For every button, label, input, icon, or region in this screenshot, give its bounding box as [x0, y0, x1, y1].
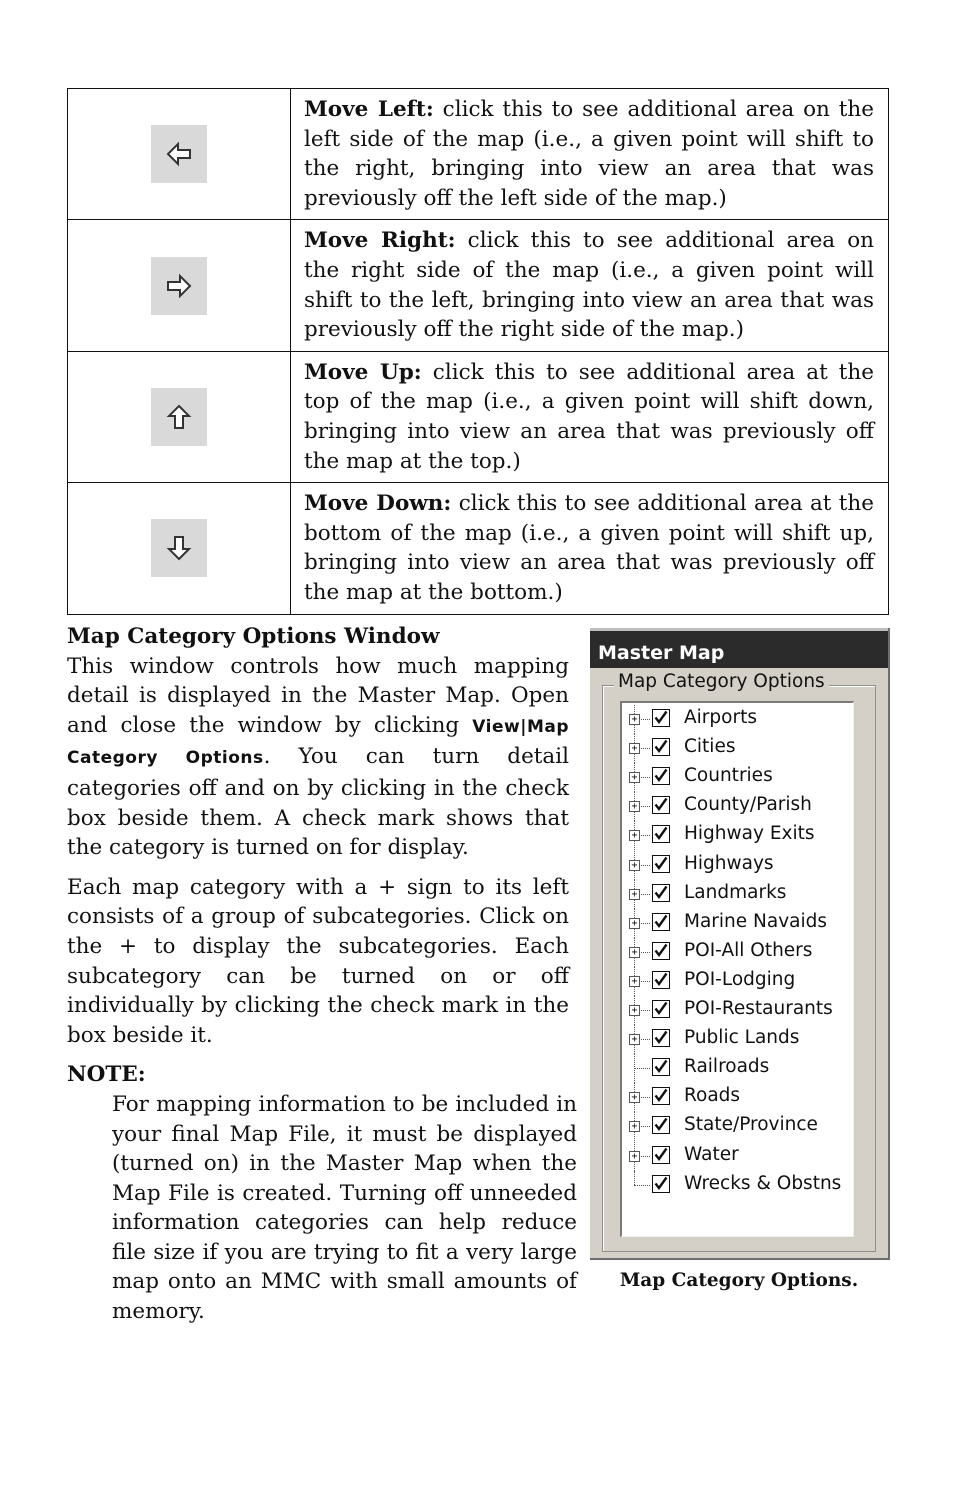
- tree-item[interactable]: [622, 821, 854, 850]
- category-label: POI-Lodging: [684, 968, 796, 990]
- checkmark-icon: [654, 1147, 668, 1162]
- category-checkbox[interactable]: [652, 1146, 670, 1164]
- term: Move Left:: [304, 97, 434, 122]
- tree-connector: [634, 1185, 650, 1186]
- category-label: State/Province: [684, 1114, 818, 1136]
- navigation-buttons-table: [67, 88, 889, 615]
- checkmark-icon: [654, 943, 668, 958]
- category-label: Cities: [684, 736, 736, 758]
- tree-item[interactable]: [622, 1112, 854, 1141]
- groupbox-label: Map Category Options: [614, 671, 829, 692]
- category-checkbox[interactable]: [652, 1175, 670, 1193]
- checkmark-icon: [654, 1001, 668, 1016]
- paragraph-text: This window controls how much mapping detail is displayed in the Master Map. Open and close the window by clicking: [67, 653, 569, 738]
- term: Move Down:: [304, 491, 452, 517]
- category-checkbox[interactable]: [652, 825, 670, 843]
- category-tree[interactable]: [620, 701, 854, 1237]
- description: click this to see additional area at the top of the map (i.e., a given point will shift down, bringing into view an area that was previously off the map at the top.): [304, 359, 874, 474]
- description-cell: [291, 351, 889, 482]
- arrow-left-icon[interactable]: [151, 125, 207, 183]
- checkmark-icon: [654, 797, 668, 812]
- menu-view: View: [472, 716, 521, 737]
- checkmark-icon: [654, 826, 668, 841]
- category-label: Landmarks: [684, 881, 787, 903]
- category-label: Roads: [684, 1085, 741, 1107]
- category-label: Airports: [684, 707, 757, 728]
- expand-plus-icon[interactable]: +: [629, 889, 640, 900]
- category-checkbox[interactable]: [652, 884, 670, 902]
- tree-item[interactable]: [622, 880, 854, 909]
- description: click this to see additional area on the right side of the map (i.e., a given point will shift to the left, bringing into view an area that was previously off the right side of the map.): [304, 228, 874, 343]
- expand-plus-icon[interactable]: +: [629, 830, 640, 841]
- category-label: Countries: [684, 765, 773, 787]
- table-row: [68, 483, 889, 614]
- window-title: Master Map: [590, 628, 888, 668]
- tree-item[interactable]: [622, 1054, 854, 1083]
- checkmark-icon: [654, 856, 668, 871]
- figure-caption: Map Category Options.: [619, 1270, 859, 1291]
- category-checkbox[interactable]: [652, 1000, 670, 1018]
- expand-plus-icon[interactable]: +: [629, 1151, 640, 1162]
- category-checkbox[interactable]: [652, 971, 670, 989]
- checkmark-icon: [654, 1088, 668, 1103]
- checkmark-icon: [654, 1059, 668, 1074]
- category-checkbox[interactable]: [652, 1058, 670, 1076]
- category-checkbox[interactable]: [652, 796, 670, 814]
- arrow-up-icon[interactable]: [151, 388, 207, 446]
- master-map-window: [590, 628, 890, 1260]
- description-cell: [291, 220, 889, 351]
- expand-plus-icon[interactable]: +: [629, 947, 640, 958]
- tree-item[interactable]: [622, 792, 854, 821]
- tree-item[interactable]: [622, 1171, 854, 1200]
- description: click this to see additional area at the bottom of the map (i.e., a given point will shift up, bringing into view an area that was previously off the map at the bottom.): [304, 491, 874, 605]
- category-label: POI-Restaurants: [684, 998, 833, 1019]
- checkmark-icon: [654, 1117, 668, 1132]
- expand-plus-icon[interactable]: +: [629, 743, 640, 754]
- tree-item[interactable]: [622, 734, 854, 763]
- category-label: Highways: [684, 852, 774, 874]
- icon-cell: [68, 483, 291, 614]
- checkmark-icon: [654, 768, 668, 783]
- description: click this to see additional area on the left side of the map (i.e., a given point will shift to the right, bringing into view an area that was previously off the left side of the map.): [304, 97, 874, 211]
- category-checkbox[interactable]: [652, 1116, 670, 1134]
- paragraph: [67, 652, 569, 863]
- icon-cell: [68, 89, 291, 220]
- tree-item[interactable]: [622, 996, 854, 1025]
- tree-item[interactable]: [622, 705, 854, 734]
- table-row: [68, 220, 889, 351]
- icon-cell: [68, 220, 291, 351]
- tree-item[interactable]: [622, 851, 854, 880]
- category-label: Marine Navaids: [684, 910, 828, 932]
- category-checkbox[interactable]: [652, 855, 670, 873]
- note-text: For mapping information to be included in your final Map File, it must be displayed (turned on) in the Master Map when the Map File is created. Turning off unneeded information categories can help reduce file size if you are trying to fit a very large map onto an MMC with small amounts of memory.: [112, 1091, 577, 1325]
- category-checkbox[interactable]: [652, 1029, 670, 1047]
- tree-item[interactable]: [622, 1142, 854, 1171]
- icon-cell: [68, 351, 291, 482]
- checkmark-icon: [654, 885, 668, 900]
- expand-plus-icon[interactable]: +: [629, 1005, 640, 1016]
- category-checkbox[interactable]: [652, 709, 670, 727]
- menu-separator: |: [520, 716, 527, 737]
- tree-item[interactable]: [622, 1083, 854, 1112]
- paragraph: Each map category with a + sign to its left consists of a group of subcategories. Click on the + to display the subcategories. Each subcategory can be turned on or off individually by clicking the check mark in the box beside it.: [67, 874, 569, 1048]
- tree-item[interactable]: [622, 763, 854, 792]
- arrow-down-icon[interactable]: [151, 519, 207, 577]
- term: Move Right:: [304, 228, 456, 254]
- expand-plus-icon[interactable]: +: [629, 918, 640, 929]
- category-label: Highway Exits: [684, 823, 815, 845]
- description-cell: [291, 483, 889, 614]
- checkmark-icon: [654, 914, 668, 929]
- section-body: [67, 622, 577, 1327]
- category-checkbox[interactable]: [652, 738, 670, 756]
- description-cell: [291, 89, 889, 220]
- paragraph-text: . You can turn detail categories off and on by clicking in the check box beside them. A check mark shows that the category is turned on for display.: [67, 744, 569, 861]
- expand-plus-icon[interactable]: +: [629, 772, 640, 783]
- category-label: Water: [684, 1143, 739, 1165]
- checkmark-icon: [654, 710, 668, 725]
- expand-plus-icon[interactable]: +: [629, 714, 640, 725]
- category-checkbox[interactable]: [652, 1087, 670, 1105]
- category-checkbox[interactable]: [652, 913, 670, 931]
- table-row: [68, 89, 889, 220]
- tree-item[interactable]: [622, 967, 854, 996]
- tree-item[interactable]: [622, 1025, 854, 1054]
- tree-connector: [634, 1171, 635, 1185]
- tree-connector: [634, 1068, 650, 1069]
- tree-item[interactable]: [622, 909, 854, 938]
- expand-plus-icon[interactable]: +: [629, 801, 640, 812]
- expand-plus-icon[interactable]: +: [629, 1034, 640, 1045]
- category-label: POI-All Others: [684, 939, 813, 961]
- checkmark-icon: [654, 972, 668, 987]
- note-label: NOTE:: [67, 1062, 146, 1088]
- category-checkbox[interactable]: [652, 767, 670, 785]
- menu-category: Category: [67, 748, 158, 769]
- checkmark-icon: [654, 1030, 668, 1045]
- category-label: County/Parish: [684, 794, 812, 816]
- category-label: Wrecks & Obstns: [684, 1172, 842, 1194]
- category-checkbox[interactable]: [652, 942, 670, 960]
- expand-plus-icon[interactable]: +: [629, 1121, 640, 1132]
- checkmark-icon: [654, 739, 668, 754]
- tree-item[interactable]: [622, 938, 854, 967]
- table-row: [68, 351, 889, 482]
- section-heading: Map Category Options Window: [67, 624, 440, 649]
- menu-map: Map: [526, 716, 569, 737]
- term: Move Up:: [304, 359, 422, 385]
- arrow-right-icon[interactable]: [151, 257, 207, 315]
- expand-plus-icon[interactable]: +: [629, 1092, 640, 1103]
- category-label: Public Lands: [684, 1027, 800, 1049]
- category-label: Railroads: [684, 1056, 770, 1078]
- expand-plus-icon[interactable]: +: [629, 860, 640, 871]
- expand-plus-icon[interactable]: +: [629, 976, 640, 987]
- checkmark-icon: [654, 1176, 668, 1191]
- menu-options: Options: [185, 748, 264, 769]
